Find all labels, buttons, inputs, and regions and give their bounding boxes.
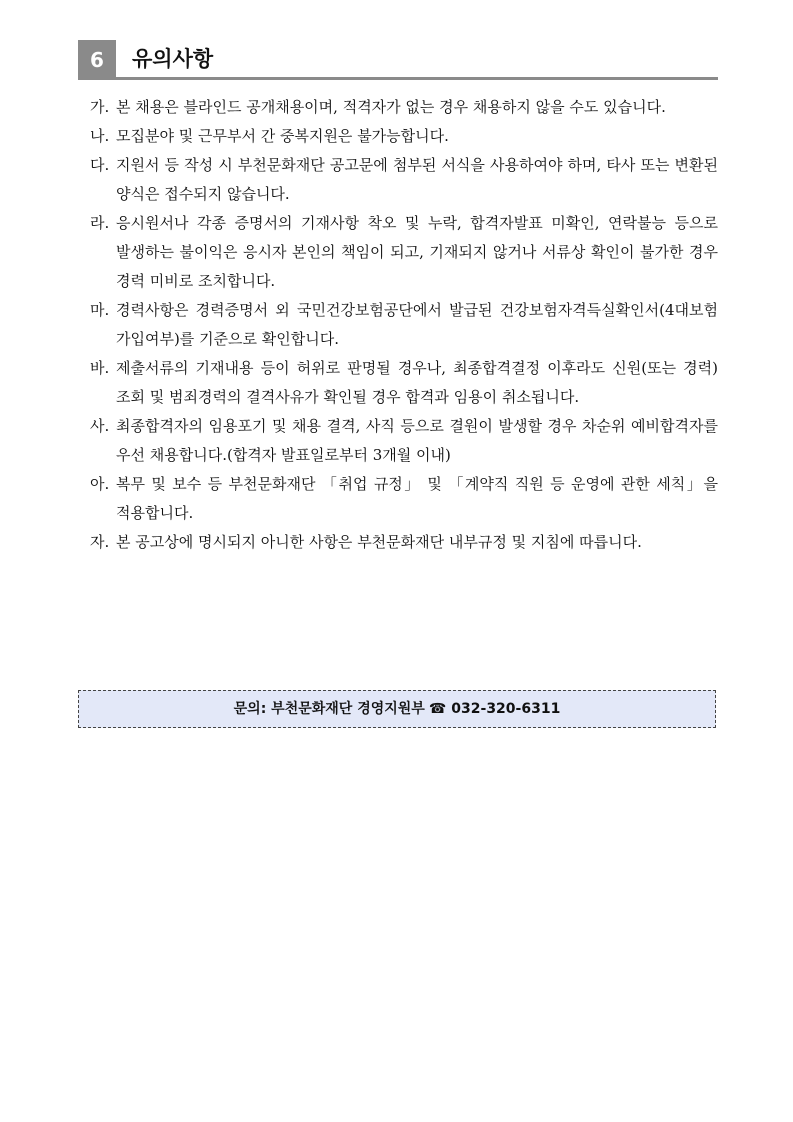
notice-text: 본 공고상에 명시되지 아니한 사항은 부천문화재단 내부규정 및 지침에 따릅니다. — [116, 533, 642, 551]
notice-text: 본 채용은 블라인드 공개채용이며, 적격자가 없는 경우 채용하지 않을 수도 있습니다. — [116, 98, 666, 116]
notice-item — [78, 296, 718, 354]
notice-marker: 바. — [90, 359, 110, 377]
notice-item — [78, 209, 718, 296]
notice-item — [78, 93, 718, 122]
notice-item — [78, 412, 718, 470]
notice-text: 복무 및 보수 등 부천문화재단 「취업 규정」 및 「계약직 직원 등 운영에 관한 세칙」을 적용합니다. — [116, 475, 718, 522]
phone-icon: ☎ — [428, 701, 447, 717]
section-title: 유의사항 — [132, 47, 214, 71]
notice-marker: 자. — [90, 533, 110, 551]
notice-marker: 가. — [90, 98, 110, 116]
notice-text: 응시원서나 각종 증명서의 기재사항 착오 및 누락, 합격자발표 미확인, 연락불능 등으로 발생하는 불이익은 응시자 본인의 책임이 되고, 기재되지 않거나 서류상 확인이 불가한 경우 경력 미비로 조치합니다. — [116, 214, 718, 290]
notice-marker: 라. — [90, 214, 110, 232]
notice-text: 최종합격자의 임용포기 및 채용 결격, 사직 등으로 결원이 발생할 경우 차순위 예비합격자를 우선 채용합니다.(합격자 발표일로부터 3개월 이내) — [116, 417, 718, 464]
notice-marker: 다. — [90, 156, 110, 174]
notice-item — [78, 354, 718, 412]
notice-text: 경력사항은 경력증명서 외 국민건강보험공단에서 발급된 건강보험자격득실확인서(4대보험 가입여부)를 기준으로 확인합니다. — [116, 301, 718, 348]
section-number: 6 — [78, 40, 116, 80]
contact-label: 문의: 부천문화재단 경영지원부 — [233, 701, 425, 717]
contact-phone: 032-320-6311 — [451, 701, 561, 717]
notice-item — [78, 528, 718, 557]
notice-item — [78, 470, 718, 528]
notice-marker: 사. — [90, 417, 110, 435]
notice-text: 지원서 등 작성 시 부천문화재단 공고문에 첨부된 서식을 사용하여야 하며, 타사 또는 변환된 양식은 접수되지 않습니다. — [116, 156, 718, 203]
notice-text: 모집분야 및 근무부서 간 중복지원은 불가능합니다. — [116, 127, 449, 145]
section-divider — [116, 77, 718, 80]
notice-list — [78, 93, 718, 557]
notice-marker: 마. — [90, 301, 110, 319]
notice-item — [78, 151, 718, 209]
notice-marker: 아. — [90, 475, 110, 493]
section-header — [78, 40, 718, 80]
notice-marker: 나. — [90, 127, 110, 145]
notice-item — [78, 122, 718, 151]
contact-box — [78, 690, 716, 728]
notice-text: 제출서류의 기재내용 등이 허위로 판명될 경우나, 최종합격결정 이후라도 신원(또는 경력)조회 및 범죄경력의 결격사유가 확인될 경우 합격과 임용이 취소됩니다. — [116, 359, 718, 406]
